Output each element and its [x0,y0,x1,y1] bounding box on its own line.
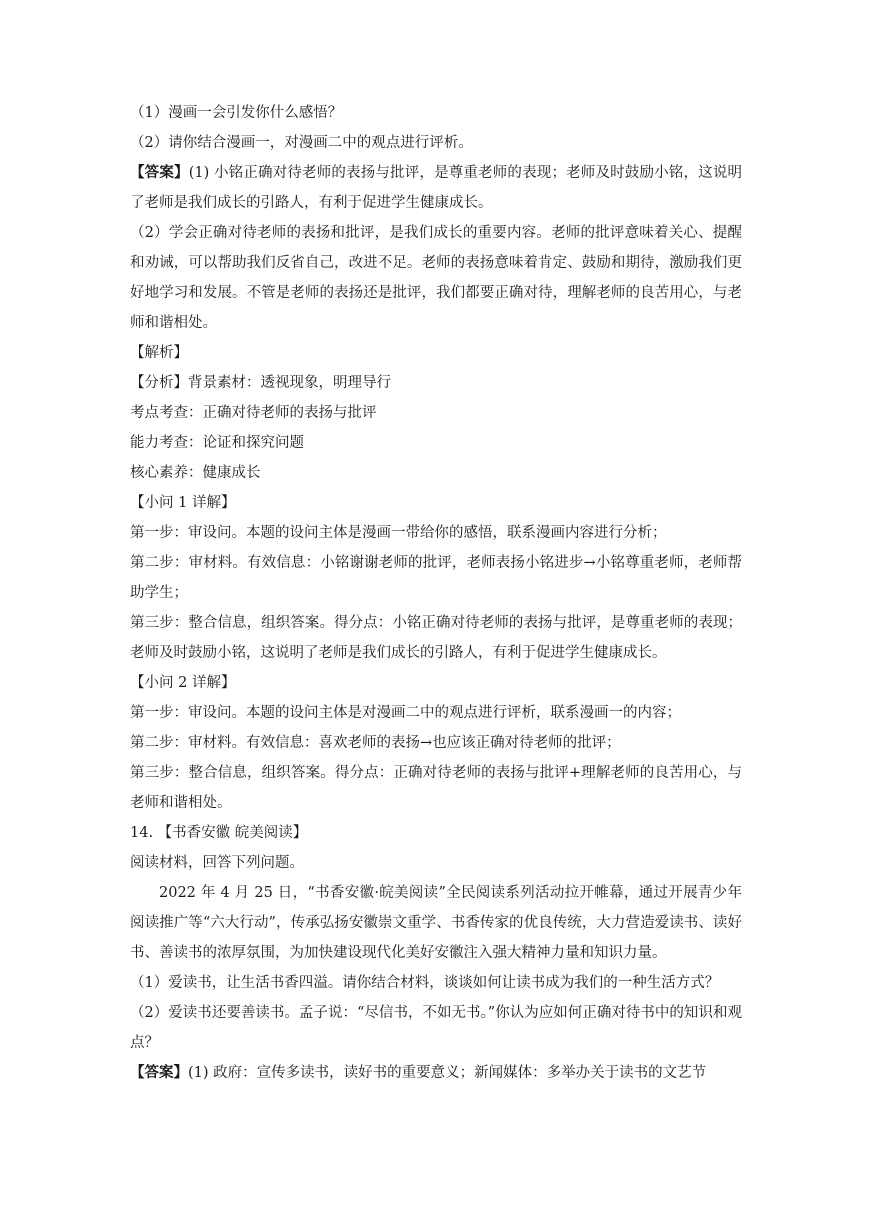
q14-answer-1 [130,1058,742,1088]
analysis-tag: 【解析】 [130,345,188,361]
q14-instruction: 阅读材料，回答下列问题。 [130,855,304,871]
sub-question-1-detail-title: 【小问 1 详解】 [130,495,236,511]
q14-material: 2022 年 4 月 25 日，“书香安徽·皖美阅读”全民阅读系列活动拉开帷幕，通过开展青少年阅读推广等“六大行动”，传承弘扬安徽崇文重学、书香传家的优良传统，大力营造爱读书、读好书、善读书的浓厚氛围，为加快建设现代化美好安徽注入强大精神力量和知识力量。 [130,885,742,961]
q14-sub-question-1: （1）爱读书，让生活书香四溢。请你结合材料，谈谈如何让读书成为我们的一种生活方式？ [130,975,720,991]
core-literacy: 核心素养：健康成长 [130,465,261,481]
q13-answer-1 [130,158,742,218]
ability-point: 能力考查：论证和探究问题 [130,435,304,451]
q14-sub-question-2: （2）爱读书还要善读书。孟子说：“尽信书，不如无书。”你认为应如何正确对待书中的知识和观点？ [130,1005,742,1051]
q14-title: 14. 【书香安徽 皖美阅读】 [130,825,308,841]
q13-answer-1-text: (1) 小铭正确对待老师的表扬与批评，是尊重老师的表现；老师及时鼓励小铭，这说明了老师是我们成长的引路人，有利于促进学生健康成长。 [130,165,742,211]
sub1-step-3: 第三步：整合信息，组织答案。得分点：小铭正确对待老师的表扬与批评，是尊重老师的表现；老师及时鼓励小铭，这说明了老师是我们成长的引路人，有利于促进学生健康成长。 [130,615,742,661]
answer-tag: 【答案】 [130,164,189,181]
document-content [130,98,742,1088]
sub2-step-1: 第一步：审设问。本题的设问主体是对漫画二中的观点进行评析，联系漫画一的内容； [130,705,681,721]
q14-answer-1-text: (1) 政府：宣传多读书，读好书的重要意义；新闻媒体：多举办关于读书的文艺节 [188,1065,707,1081]
sub2-step-3: 第三步：整合信息，组织答案。得分点：正确对待老师的表扬与批评+理解老师的良苦用心，与老师和谐相处。 [130,765,742,811]
q13-sub-question-1: （1）漫画一会引发你什么感悟？ [130,105,343,121]
sub2-step-2: 第二步：审材料。有效信息：喜欢老师的表扬→也应该正确对待老师的批评； [130,735,621,751]
sub1-step-2: 第二步：审材料。有效信息：小铭谢谢老师的批评，老师表扬小铭进步→小铭尊重老师，老师帮助学生； [130,555,742,601]
analysis-background: 【分析】背景素材：透视现象，明理导行 [130,375,391,391]
exam-point: 考点考查：正确对待老师的表扬与批评 [130,405,377,421]
q13-sub-question-2: （2）请你结合漫画一，对漫画二中的观点进行评析。 [130,135,473,151]
sub-question-2-detail-title: 【小问 2 详解】 [130,675,236,691]
answer-tag: 【答案】 [130,1064,188,1081]
q13-answer-2: （2）学会正确对待老师的表扬和批评，是我们成长的重要内容。老师的批评意味着关心、提醒和劝诫，可以帮助我们反省自己，改进不足。老师的表扬意味着肯定、鼓励和期待，激励我们更好地学习和发展。不管是老师的表扬还是批评，我们都要正确对待，理解老师的良苦用心，与老师和谐相处。 [130,225,742,331]
sub1-step-1: 第一步：审设问。本题的设问主体是漫画一带给你的感悟，联系漫画内容进行分析； [130,525,667,541]
